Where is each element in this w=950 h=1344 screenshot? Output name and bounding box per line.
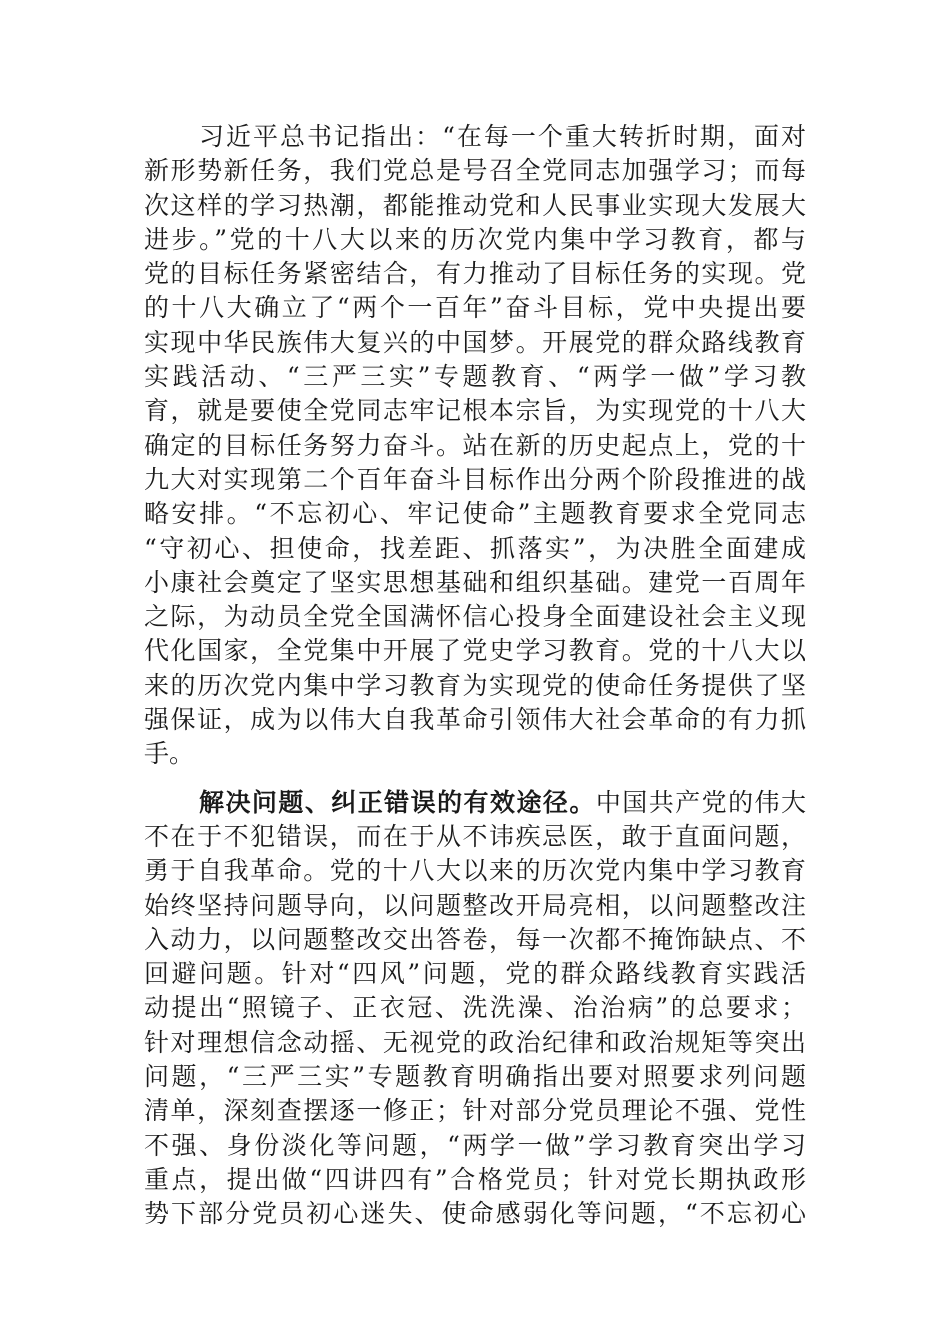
line-text: 确定的目标任务努力奋斗。站在新的历史起点上，党的十 [144,430,806,460]
text-line [144,154,806,188]
text-line [144,326,806,360]
text-line [144,957,806,991]
text-line [144,429,806,463]
line-text: 入动力，以问题整改交出答卷，每一次都不掩饰缺点、不 [144,924,806,954]
text-line [144,1026,806,1060]
text-line [144,223,806,257]
line-text: 势下部分党员初心迷失、使命感弱化等问题，“不忘初心 [144,1199,806,1229]
line-text: 略安排。“不忘初心、牢记使命”主题教育要求全党同志 [144,499,806,529]
line-text: 育，就是要使全党同志牢记根本宗旨，为实现党的十八大 [144,396,806,426]
text-line [144,120,806,154]
text-line [144,786,806,820]
line-text: 进步。”党的十八大以来的历次党内集中学习教育，都与 [144,224,806,254]
line-text: 问题，“三严三实”专题教育明确指出要对照要求列问题 [144,1062,806,1092]
line-text: 次这样的学习热潮，都能推动党和人民事业实现大发展大 [144,190,806,220]
line-text: 新形势新任务，我们党总是号召全党同志加强学习；而每 [144,156,806,186]
text-line [144,394,806,428]
text-line [144,463,806,497]
text-line [144,1060,806,1094]
line-text: 实践活动、“三严三实”专题教育、“两学一做”学习教 [144,362,806,392]
text-line [144,189,806,223]
line-text: 动提出“照镜子、正衣冠、洗洗澡、治治病”的总要求； [144,993,806,1023]
line-text: 不在于不犯错误，而在于从不讳疾忌医，敢于直面问题， [144,821,806,851]
line-text: 小康社会奠定了坚实思想基础和组织基础。建党一百周年 [144,567,806,597]
text-line [144,360,806,394]
text-line [144,820,806,854]
text-line [144,497,806,531]
line-text: 不强、身份淡化等问题，“两学一做”学习教育突出学习 [144,1130,806,1160]
line-text: 重点，提出做“四讲四有”合格党员；针对党长期执政形 [144,1164,806,1194]
line-text: 的十八大确立了“两个一百年”奋斗目标，党中央提出要 [144,293,806,323]
text-line [144,634,806,668]
text-line [144,600,806,634]
text-line [144,991,806,1025]
line-text: 之际，为动员全党全国满怀信心投身全面建设社会主义现 [144,602,806,632]
text-line [144,1197,806,1231]
line-text: 针对理想信念动摇、无视党的政治纪律和政治规矩等突出 [144,1027,806,1057]
line-text: 来的历次党内集中学习教育为实现党的使命任务提供了坚 [144,670,806,700]
line-text: 中国共产党的伟大 [595,787,806,817]
text-line [144,923,806,957]
text-line [144,532,806,566]
line-text: 清单，深刻查摆逐一修正；针对部分党员理论不强、党性 [144,1096,806,1126]
text-line [144,1163,806,1197]
line-text: 代化国家，全党集中开展了党史学习教育。党的十八大以 [144,636,806,666]
line-text: “守初心、担使命，找差距、抓落实”，为决胜全面建成 [144,533,806,563]
line-text: 手。 [144,739,195,769]
line-text: 九大对实现第二个百年奋斗目标作出分两个阶段推进的战 [144,464,806,494]
text-line [144,1129,806,1163]
paragraph [144,786,806,1232]
line-text: 实现中华民族伟大复兴的中国梦。开展党的群众路线教育 [144,327,806,357]
text-line [144,566,806,600]
line-text: 习近平总书记指出：“在每一个重大转折时期，面对 [199,122,806,151]
text-line [144,703,806,737]
text-line [144,1094,806,1128]
text-line [144,889,806,923]
text-line [144,257,806,291]
document-page [144,120,806,1246]
line-text: 党的目标任务紧密结合，有力推动了目标任务的实现。党 [144,259,806,289]
text-line [144,669,806,703]
line-text: 始终坚持问题导向，以问题整改开局亮相，以问题整改注 [144,890,806,920]
paragraph [144,120,806,772]
line-text: 回避问题。针对“四风”问题，党的群众路线教育实践活 [144,959,806,989]
line-text: 勇于自我革命。党的十八大以来的历次党内集中学习教育 [144,856,806,886]
text-line [144,854,806,888]
text-line [144,291,806,325]
text-line [144,737,806,771]
line-text: 强保证，成为以伟大自我革命引领伟大社会革命的有力抓 [144,705,806,735]
paragraph-heading: 解决问题、纠正错误的有效途径。 [199,787,596,817]
